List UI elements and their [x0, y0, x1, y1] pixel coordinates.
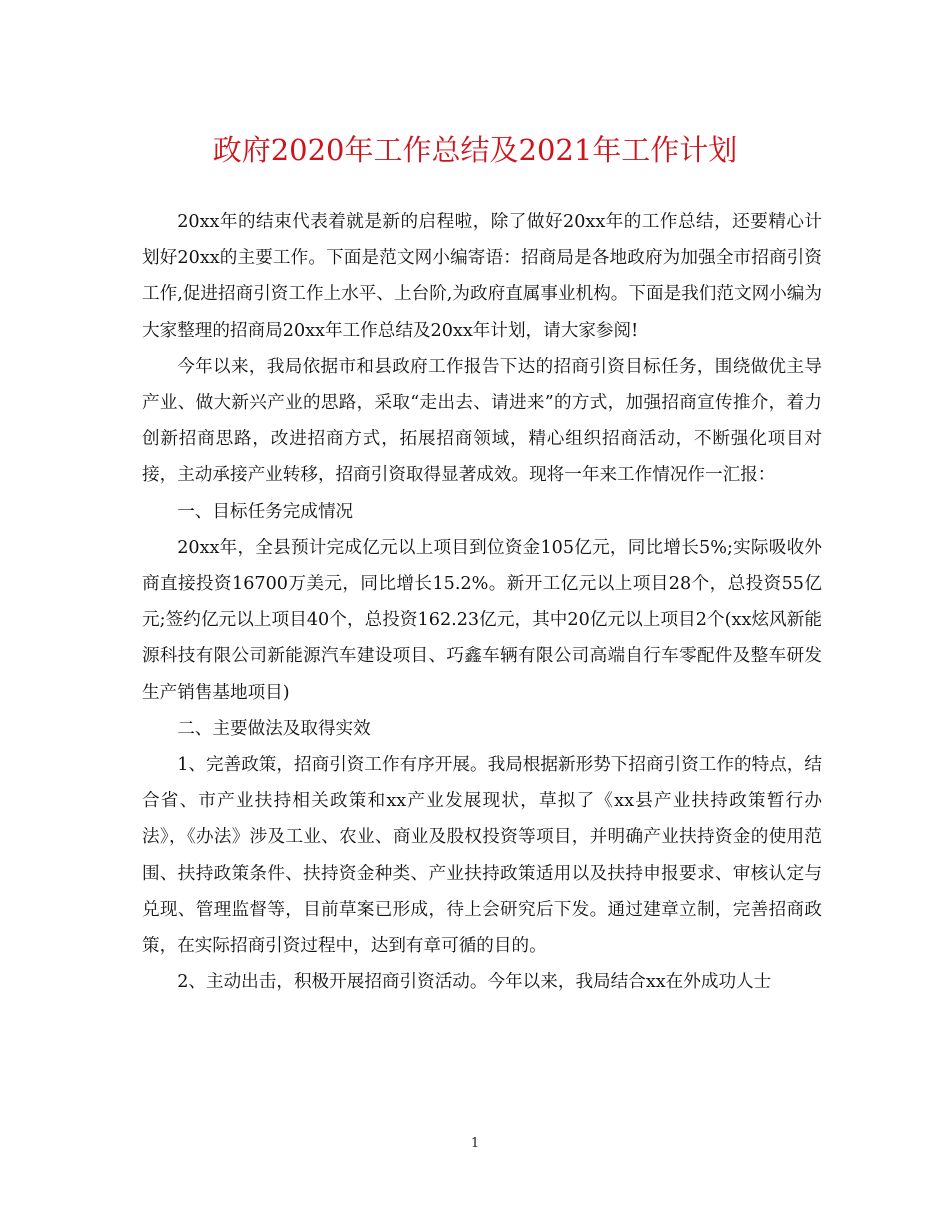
paragraph-overview: 今年以来，我局依据市和县政府工作报告下达的招商引资目标任务，围绕做优主导产业、做大新兴产业的思路，采取“走出去、请进来”的方式，加强招商宣传推介，着力创新招商思路，改进招商方式，拓展招商领域，精心组织招商活动，不断强化项目对接，主动承接产业转移，招商引资取得显著成效。现将一年来工作情况作一汇报：: [142, 356, 822, 486]
document-body: [142, 204, 822, 1000]
document-title: 政府2020年工作总结及2021年工作计划: [212, 133, 738, 167]
paragraph-policy: 1、完善政策，招商引资工作有序开展。我局根据新形势下招商引资工作的特点，结合省、市产业扶持相关政策和xx产业发展现状，草拟了《xx县产业扶持政策暂行办法》，《办法》涉及工业、农业、商业及股权投资等项目，并明确产业扶持资金的使用范围、扶持政策条件、扶持资金种类、产业扶持政策适用以及扶持申报要求、审核认定与兑现、管理监督等，目前草案已形成，待上会研究后下发。通过建章立制，完善招商政策，在实际招商引资过程中，达到有章可循的目的。: [142, 755, 822, 957]
page-number: 1: [470, 1136, 480, 1151]
paragraph-targets: 20xx年，全县预计完成亿元以上项目到位资金105亿元，同比增长5%;实际吸收外商直接投资16700万美元，同比增长15.2%。新开工亿元以上项目28个，总投资55亿元;签约亿元以上项目40个，总投资162.23亿元，其中20亿元以上项目2个(xx炫风新能源科技有限公司新能源汽车建设项目、巧鑫车辆有限公司高端自行车零配件及整车研发生产销售基地项目): [142, 537, 822, 703]
section-heading-targets: 一、目标任务完成情况: [177, 501, 354, 522]
paragraph-intro: 20xx年的结束代表着就是新的启程啦，除了做好20xx年的工作总结，还要精心计划好20xx的主要工作。下面是范文网小编寄语：招商局是各地政府为加强全市招商引资工作,促进招商引资工作上水平、上台阶,为政府直属事业机构。下面是我们范文网小编为大家整理的招商局20xx年工作总结及20xx年计划，请大家参阅!: [142, 212, 822, 341]
section-heading-measures: 二、主要做法及取得实效: [177, 718, 371, 739]
paragraph-activities: 2、主动出击，积极开展招商引资活动。今年以来，我局结合xx在外成功人士: [177, 972, 772, 993]
